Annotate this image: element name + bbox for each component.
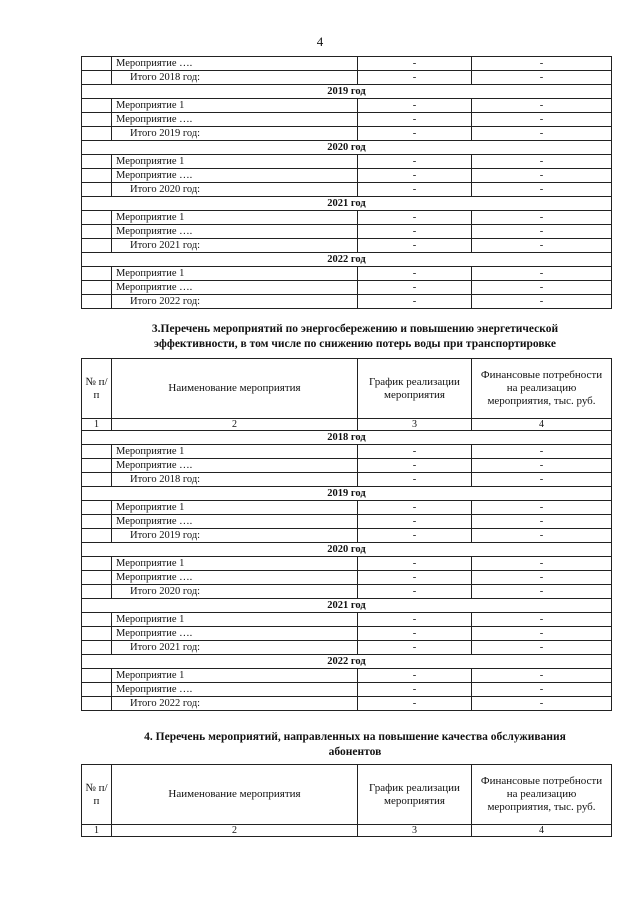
row-number — [82, 281, 112, 295]
row-finance: - — [472, 641, 612, 655]
header-finance: Финансовые потребности на реализацию мероприятия, тыс. руб. — [472, 765, 612, 825]
section-4-title — [90, 730, 620, 760]
row-schedule: - — [358, 445, 472, 459]
row-number — [82, 669, 112, 683]
row-number — [82, 445, 112, 459]
row-number — [82, 473, 112, 487]
row-name: Мероприятие …. — [112, 571, 358, 585]
row-number — [82, 211, 112, 225]
table-row — [82, 211, 612, 225]
year-label: 2021 год — [82, 197, 612, 211]
row-name: Мероприятие …. — [112, 627, 358, 641]
row-schedule: - — [358, 669, 472, 683]
table-row — [82, 225, 612, 239]
year-label: 2022 год — [82, 655, 612, 669]
row-name: Мероприятие …. — [112, 281, 358, 295]
section-4-title-line1: 4. Перечень мероприятий, направленных на повышение качества обслуживания — [144, 731, 566, 743]
row-name: Мероприятие …. — [112, 57, 358, 71]
year-header-row — [82, 197, 612, 211]
row-finance: - — [472, 515, 612, 529]
row-schedule: - — [358, 613, 472, 627]
header-number: № п/п — [82, 765, 112, 825]
section-4-title-line2: абонентов — [328, 746, 382, 758]
row-name: Мероприятие 1 — [112, 155, 358, 169]
row-schedule: - — [358, 473, 472, 487]
index-2: 2 — [112, 419, 358, 431]
row-schedule: - — [358, 169, 472, 183]
header-schedule: График реализации мероприятия — [358, 765, 472, 825]
row-finance: - — [472, 155, 612, 169]
row-finance: - — [472, 239, 612, 253]
table-row — [82, 683, 612, 697]
table-continued — [81, 56, 612, 309]
row-schedule: - — [358, 683, 472, 697]
row-total-label: Итого 2018 год: — [112, 71, 358, 85]
row-number — [82, 683, 112, 697]
table-section-3-body — [82, 431, 612, 711]
row-schedule: - — [358, 155, 472, 169]
row-schedule: - — [358, 585, 472, 599]
row-schedule: - — [358, 113, 472, 127]
table-row — [82, 295, 612, 309]
row-number — [82, 571, 112, 585]
row-number — [82, 113, 112, 127]
table-section-3 — [81, 358, 612, 711]
row-finance: - — [472, 57, 612, 71]
row-total-label: Итого 2022 год: — [112, 697, 358, 711]
row-total-label: Итого 2018 год: — [112, 473, 358, 487]
table-row — [82, 459, 612, 473]
index-1: 1 — [82, 825, 112, 837]
row-number — [82, 697, 112, 711]
row-schedule: - — [358, 557, 472, 571]
header-finance: Финансовые потребности на реализацию мероприятия, тыс. руб. — [472, 359, 612, 419]
row-number — [82, 585, 112, 599]
year-label: 2021 год — [82, 599, 612, 613]
row-name: Мероприятие 1 — [112, 501, 358, 515]
section-3-title-line1: 3.Перечень мероприятий по энергосбережению и повышению энергетической — [151, 323, 559, 335]
row-number — [82, 557, 112, 571]
row-total-label: Итого 2021 год: — [112, 641, 358, 655]
row-schedule: - — [358, 515, 472, 529]
table-row — [82, 473, 612, 487]
row-finance: - — [472, 169, 612, 183]
table-header-row — [82, 765, 612, 825]
row-finance: - — [472, 627, 612, 641]
row-number — [82, 169, 112, 183]
table-row — [82, 183, 612, 197]
row-finance: - — [472, 529, 612, 543]
row-schedule: - — [358, 295, 472, 309]
row-total-label: Итого 2019 год: — [112, 127, 358, 141]
row-schedule: - — [358, 127, 472, 141]
row-schedule: - — [358, 57, 472, 71]
year-label: 2018 год — [82, 431, 612, 445]
year-header-row — [82, 543, 612, 557]
table-row — [82, 697, 612, 711]
row-schedule: - — [358, 459, 472, 473]
row-number — [82, 57, 112, 71]
table-row — [82, 557, 612, 571]
row-finance: - — [472, 557, 612, 571]
row-finance: - — [472, 99, 612, 113]
row-finance: - — [472, 211, 612, 225]
table-row — [82, 57, 612, 71]
index-2: 2 — [112, 825, 358, 837]
table-row — [82, 155, 612, 169]
row-number — [82, 267, 112, 281]
row-name: Мероприятие 1 — [112, 557, 358, 571]
row-number — [82, 99, 112, 113]
year-label: 2022 год — [82, 253, 612, 267]
row-finance: - — [472, 225, 612, 239]
row-name: Мероприятие …. — [112, 225, 358, 239]
row-name: Мероприятие …. — [112, 515, 358, 529]
row-number — [82, 155, 112, 169]
row-schedule: - — [358, 71, 472, 85]
row-finance: - — [472, 669, 612, 683]
row-finance: - — [472, 295, 612, 309]
table-row — [82, 113, 612, 127]
row-schedule: - — [358, 501, 472, 515]
table-row — [82, 669, 612, 683]
table-row — [82, 127, 612, 141]
row-name: Мероприятие 1 — [112, 669, 358, 683]
row-number — [82, 515, 112, 529]
row-finance: - — [472, 281, 612, 295]
row-number — [82, 459, 112, 473]
section-3-title-line2: эффективности, в том числе по снижению потерь воды при транспортировке — [154, 338, 556, 350]
row-finance: - — [472, 501, 612, 515]
table-row — [82, 99, 612, 113]
row-finance: - — [472, 571, 612, 585]
row-total-label: Итого 2021 год: — [112, 239, 358, 253]
row-number — [82, 127, 112, 141]
header-name: Наименование мероприятия — [112, 359, 358, 419]
year-header-row — [82, 599, 612, 613]
row-number — [82, 71, 112, 85]
year-header-row — [82, 655, 612, 669]
header-number: № п/п — [82, 359, 112, 419]
index-3: 3 — [358, 825, 472, 837]
table-row — [82, 571, 612, 585]
table-row — [82, 585, 612, 599]
table-section-4 — [81, 764, 612, 837]
table-row — [82, 501, 612, 515]
year-label: 2020 год — [82, 543, 612, 557]
table-header-row — [82, 359, 612, 419]
index-4: 4 — [472, 825, 612, 837]
year-header-row — [82, 253, 612, 267]
row-schedule: - — [358, 267, 472, 281]
section-3-title — [90, 322, 620, 352]
index-1: 1 — [82, 419, 112, 431]
row-schedule: - — [358, 571, 472, 585]
row-finance: - — [472, 113, 612, 127]
table-row — [82, 267, 612, 281]
table-row — [82, 641, 612, 655]
row-schedule: - — [358, 627, 472, 641]
row-schedule: - — [358, 225, 472, 239]
page-number: 4 — [316, 34, 324, 49]
row-schedule: - — [358, 697, 472, 711]
year-label: 2019 год — [82, 85, 612, 99]
header-schedule: График реализации мероприятия — [358, 359, 472, 419]
row-name: Мероприятие …. — [112, 169, 358, 183]
row-number — [82, 183, 112, 197]
row-name: Мероприятие 1 — [112, 99, 358, 113]
row-number — [82, 225, 112, 239]
row-total-label: Итого 2019 год: — [112, 529, 358, 543]
row-schedule: - — [358, 529, 472, 543]
row-name: Мероприятие 1 — [112, 267, 358, 281]
table-row — [82, 445, 612, 459]
table-row — [82, 281, 612, 295]
row-schedule: - — [358, 183, 472, 197]
row-finance: - — [472, 697, 612, 711]
table-row — [82, 613, 612, 627]
row-number — [82, 627, 112, 641]
index-3: 3 — [358, 419, 472, 431]
row-total-label: Итого 2020 год: — [112, 585, 358, 599]
table-continued-body — [82, 57, 612, 309]
row-total-label: Итого 2022 год: — [112, 295, 358, 309]
row-name: Мероприятие 1 — [112, 445, 358, 459]
row-finance: - — [472, 473, 612, 487]
year-header-row — [82, 85, 612, 99]
row-finance: - — [472, 613, 612, 627]
index-4: 4 — [472, 419, 612, 431]
header-name: Наименование мероприятия — [112, 765, 358, 825]
row-name: Мероприятие 1 — [112, 211, 358, 225]
row-schedule: - — [358, 239, 472, 253]
row-finance: - — [472, 585, 612, 599]
row-finance: - — [472, 267, 612, 281]
table-index-row — [82, 825, 612, 837]
row-number — [82, 239, 112, 253]
table-row — [82, 529, 612, 543]
table-row — [82, 627, 612, 641]
row-finance: - — [472, 183, 612, 197]
row-number — [82, 613, 112, 627]
row-finance: - — [472, 127, 612, 141]
row-number — [82, 501, 112, 515]
row-number — [82, 295, 112, 309]
row-number — [82, 529, 112, 543]
year-label: 2020 год — [82, 141, 612, 155]
row-finance: - — [472, 71, 612, 85]
table-row — [82, 239, 612, 253]
row-name: Мероприятие …. — [112, 459, 358, 473]
row-finance: - — [472, 445, 612, 459]
row-total-label: Итого 2020 год: — [112, 183, 358, 197]
table-index-row — [82, 419, 612, 431]
row-finance: - — [472, 459, 612, 473]
table-row — [82, 169, 612, 183]
row-schedule: - — [358, 281, 472, 295]
row-name: Мероприятие …. — [112, 113, 358, 127]
row-name: Мероприятие 1 — [112, 613, 358, 627]
row-finance: - — [472, 683, 612, 697]
year-header-row — [82, 431, 612, 445]
table-row — [82, 515, 612, 529]
year-label: 2019 год — [82, 487, 612, 501]
row-name: Мероприятие …. — [112, 683, 358, 697]
table-row — [82, 71, 612, 85]
row-schedule: - — [358, 641, 472, 655]
row-schedule: - — [358, 99, 472, 113]
year-header-row — [82, 487, 612, 501]
row-number — [82, 641, 112, 655]
row-schedule: - — [358, 211, 472, 225]
year-header-row — [82, 141, 612, 155]
